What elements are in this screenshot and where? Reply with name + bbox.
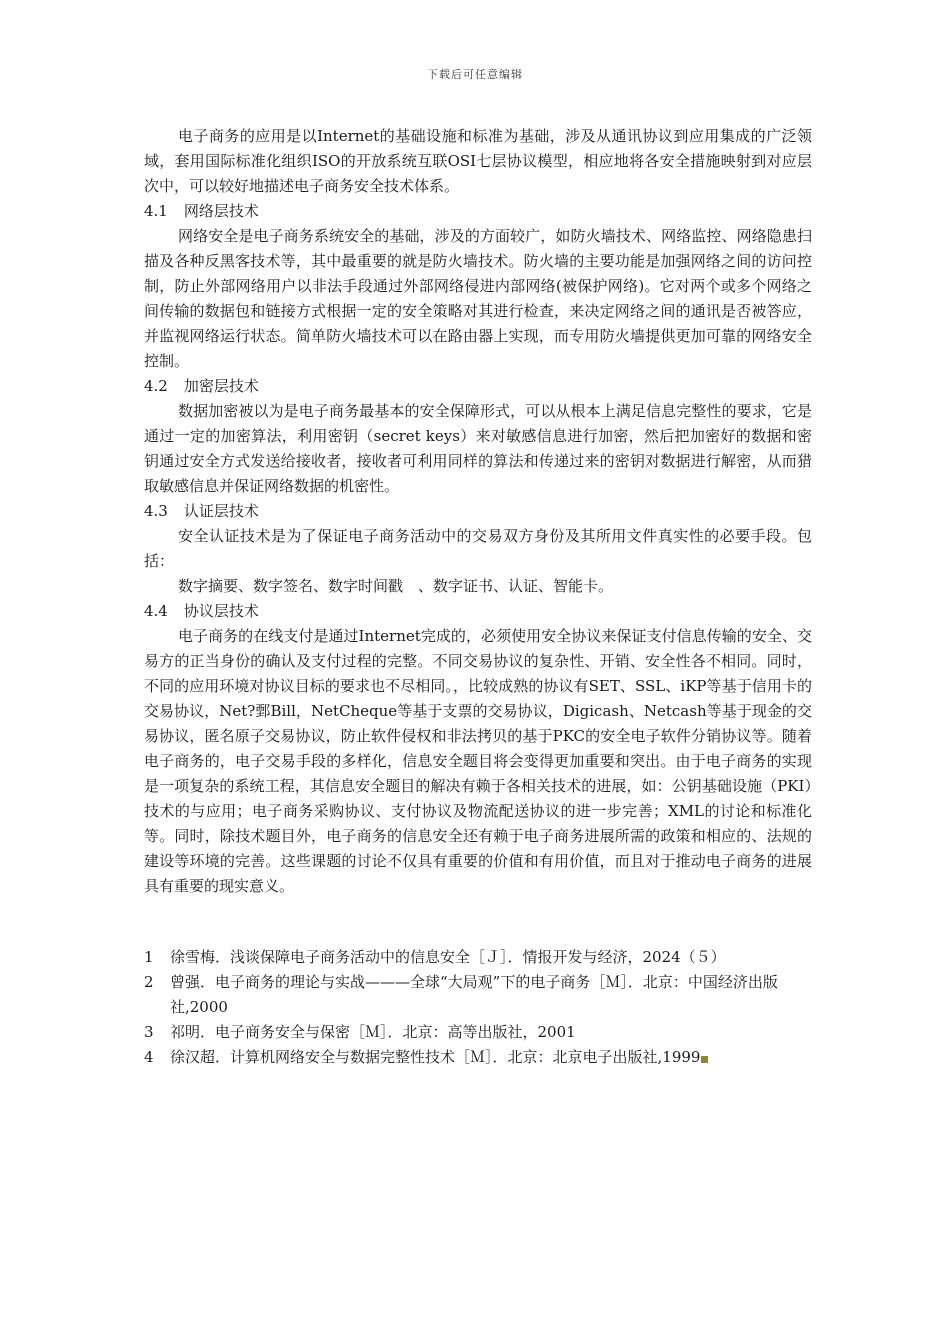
references-list [144,945,812,1070]
section-title: 加密层技术 [183,377,259,395]
reference-item [144,1045,812,1070]
section-heading-4-3 [144,499,812,524]
reference-text: 曾强．电子商务的理论与实战———全球“大局观”下的电子商务［Ｍ］．北京：中国经济出版社,2000 [170,973,778,1016]
section-paragraph-4-1: 网络安全是电子商务系统安全的基础，涉及的方面较广，如防火墙技术、网络监控、网络隐患扫描及各种反黑客技术等，其中最重要的就是防火墙技术。防火墙的主要功能是加强网络之间的访问控制，防止外部网络用户以非法手段通过外部网络侵进内部网络(被保护网络)。它对两个或多个网络之间传输的数据包和链接方式根据一定的安全策略对其进行检查，来决定网络之间的通讯是否被答应，并监视网络运行状态。简单防火墙技术可以在路由器上实现，而专用防火墙提供更加可靠的网络安全控制。 [144,227,812,370]
section-title: 认证层技术 [183,502,259,520]
reference-item [144,945,812,970]
section-number: 4.2 [144,377,168,395]
reference-item [144,1020,812,1045]
reference-item [144,970,812,1020]
section-paragraph-4-3: 安全认证技术是为了保证电子商务活动中的交易双方身份及其所用文件真实性的必要手段。包括： [144,527,812,570]
reference-number: 3 [144,1023,154,1041]
section-heading-4-2 [144,374,812,399]
intro-paragraph: 电子商务的应用是以Internet的基础设施和标准为基础，涉及从通讯协议到应用集成的广泛领域，套用国际标准化组织ISO的开放系统互联OSI七层协议模型，相应地将各安全措施映射到对应层次中，可以较好地描述电子商务安全技术体系。 [144,127,812,195]
section-paragraph-4-4: 电子商务的在线支付是通过Internet完成的，必须使用安全协议来保证支付信息传输的安全、交易方的正当身份的确认及支付过程的完整。不同交易协议的复杂性、开销、安全性各不相同。同时，不同的应用环境对协议目标的要求也不尽相同。，比较成熟的协议有SET、SSL、iKP等基于信用卡的交易协议，Net?鄄Bill，NetCheque等基于支票的交易协议，Digicash、Netcash等基于现金的交易协议，匿名原子交易协议，防止软件侵权和非法拷贝的基于PKC的安全电子软件分销协议等。随着电子商务的，电子交易手段的多样化，信息安全题目将会变得更加重要和突出。由于电子商务的实现是一项复杂的系统工程，其信息安全题目的解决有赖于各相关技术的进展，如：公钥基础设施（PKI）技术的与应用；电子商务采购协议、支付协议及物流配送协议的进一步完善；XML的讨论和标准化等。同时，除技术题目外，电子商务的信息安全还有赖于电子商务进展所需的政策和相应的、法规的建设等环境的完善。这些课题的讨论不仅具有重要的价值和有用价值，而且对于推动电子商务的进展具有重要的现实意义。 [144,627,812,895]
section-heading-4-1 [144,199,812,224]
reference-text: 徐雪梅．浅谈保障电子商务活动中的信息安全［Ｊ］．情报开发与经济，2024（５） [170,948,726,966]
reference-number: 2 [144,973,154,991]
reference-number: 1 [144,948,154,966]
section-paragraph-4-2: 数据加密被以为是电子商务最基本的安全保障形式，可以从根本上满足信息完整性的要求，它是通过一定的加密算法，利用密钥（secret keys）来对敏感信息进行加密，然后把加密好的数据和密钥通过安全方式发送给接收者，接收者可利用同样的算法和传递过来的密钥对数据进行解密，从而猎取敏感信息并保证网络数据的机密性。 [144,402,812,495]
section-number: 4.3 [144,502,168,520]
section-number: 4.4 [144,602,168,620]
section-number: 4.1 [144,202,168,220]
reference-text: 祁明．电子商务安全与保密［Ｍ］．北京：高等出版社，2001 [170,1023,576,1041]
section-heading-4-4 [144,599,812,624]
reference-number: 4 [144,1048,154,1066]
section-paragraph-4-3-list: 数字摘要、数字签名、数字时间戳 、数字证书、认证、智能卡。 [178,577,614,595]
document-body [144,124,812,899]
section-title: 协议层技术 [183,602,259,620]
paragraph-end-mark [701,1056,708,1063]
section-title: 网络层技术 [183,202,259,220]
page-header: 下载后可任意编辑 [427,68,523,81]
reference-text: 徐汉超．计算机网络安全与数据完整性技术［Ｍ］．北京：北京电子出版社,1999 [170,1048,701,1066]
